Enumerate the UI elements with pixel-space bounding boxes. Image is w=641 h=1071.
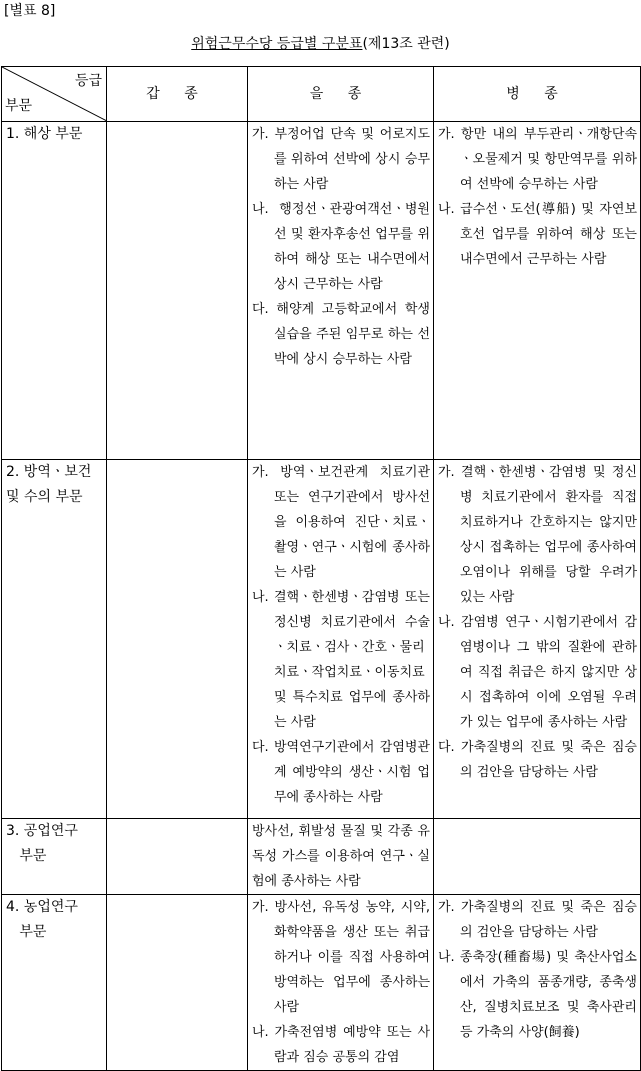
- list-item: 가. 가축질병의 진료 및 죽은 짐승의 검안을 담당하는 사람: [438, 900, 637, 940]
- header-col-a: 갑 종: [107, 67, 248, 122]
- col-c-cell: [434, 460, 641, 819]
- list-item: 가. 결핵ㆍ한센병ㆍ감염병 및 정신병 치료기관에서 환자를 직접 치료하거나 간호하지는 않지만 상시 접촉하는 업무에 종사하여 오염이나 위해를 당할 우려가 있는 사람: [438, 465, 637, 605]
- col-c-cell: [434, 122, 641, 460]
- title-main: 위험근무수당 등급별 구분표: [191, 36, 363, 52]
- col-a-cell: [107, 460, 248, 819]
- header-sector-label: 부문: [5, 98, 33, 114]
- header-col-b: 을 종: [248, 67, 434, 122]
- header-col-c: 병 종: [434, 67, 641, 122]
- list-item: 나. 감염병 연구ㆍ시험기관에서 감염병이나 그 밖의 질환에 관하여 직접 취급은 하지 않지만 상시 접촉하여 이에 오염될 우려가 있는 업무에 종사하는 사람: [438, 615, 637, 730]
- col-c-cell: [434, 819, 641, 895]
- table-row: [2, 895, 641, 1071]
- sector-line: 4. 농업연구: [6, 899, 78, 915]
- list-item: 가. 부정어업 단속 및 어로지도를 위하여 선박에 상시 승무하는 사람: [252, 127, 430, 192]
- header-diagonal-cell: [2, 67, 107, 122]
- sector-line: 2. 방역ㆍ보건: [6, 464, 92, 480]
- col-a-cell: [107, 819, 248, 895]
- list-item: 다. 해양계 고등학교에서 학생실습을 주된 임무로 하는 선박에 상시 승무하는 사람: [252, 302, 430, 367]
- sector-line: 및 수의 부문: [6, 489, 83, 505]
- sector-cell: [2, 460, 107, 819]
- list-item: 나. 행정선ㆍ관광여객선ㆍ병원선 및 환자후송선 업무를 위하여 해상 또는 내수면에서 상시 근무하는 사람: [252, 202, 430, 292]
- col-c-cell: [434, 895, 641, 1071]
- sector-cell: [2, 819, 107, 895]
- sector-line: 부문: [6, 924, 47, 940]
- list-item: 다. 가축질병의 진료 및 죽은 짐승의 검안을 담당하는 사람: [438, 740, 637, 780]
- table-row: [2, 460, 641, 819]
- grade-table: [1, 66, 641, 1071]
- sector-cell: [2, 895, 107, 1071]
- sector-line: 1. 해상 부문: [6, 126, 83, 142]
- annex-label: [별표 8]: [4, 3, 56, 19]
- document-title: [0, 33, 641, 53]
- list-item: 가. 방사선, 유독성 농약, 시약, 화학약품을 생산 또는 취급하거나 이를 직접 사용하여 방역하는 업무에 종사하는 사람: [252, 900, 430, 1015]
- list-item: 가. 방역ㆍ보건관계 치료기관 또는 연구기관에서 방사선을 이용하여 진단ㆍ치료ㆍ촬영ㆍ연구ㆍ시험에 종사하는 사람: [252, 465, 430, 580]
- sector-cell: [2, 122, 107, 460]
- list-item: 가. 항만 내의 부두관리ㆍ개항단속ㆍ오물제거 및 항만역무를 위하여 선박에 승무하는 사람: [438, 127, 637, 192]
- col-b-cell: [248, 460, 434, 819]
- list-item: 나. 종축장(種畜場) 및 축산사업소에서 가축의 품종개량, 종축생산, 질병치료보조 및 축사관리 등 가축의 사양(飼養): [438, 950, 637, 1040]
- title-ref: (제13조 관련): [362, 36, 450, 52]
- col-a-cell: [107, 122, 248, 460]
- list-item: 나. 가축전염병 예방약 또는 사람과 짐승 공통의 감염: [252, 1025, 430, 1065]
- table-row: [2, 122, 641, 460]
- col-b-cell: [248, 895, 434, 1071]
- sector-line: 부문: [6, 848, 47, 864]
- list-item: 나. 급수선ㆍ도선(導船) 및 자연보호선 업무를 위하여 해상 또는 내수면에서 근무하는 사람: [438, 202, 637, 267]
- header-row: [2, 67, 641, 122]
- col-b-cell: [248, 819, 434, 895]
- col-b-cell: [248, 122, 434, 460]
- header-grade-label: 등급: [74, 73, 102, 89]
- list-item: 다. 방역연구기관에서 감염병관계 예방약의 생산ㆍ시험 업무에 종사하는 사람: [252, 740, 430, 805]
- list-item: 나. 결핵ㆍ한센병ㆍ감염병 또는 정신병 치료기관에서 수술ㆍ치료ㆍ검사ㆍ간호ㆍ물리치료ㆍ작업치료ㆍ이동치료 및 특수치료 업무에 종사하는 사람: [252, 590, 430, 730]
- table-row: [2, 819, 641, 895]
- sector-line: 3. 공업연구: [6, 823, 78, 839]
- plain-text: 방사선, 휘발성 물질 및 각종 유독성 가스를 이용하여 연구ㆍ실험에 종사하는 사람: [252, 824, 430, 889]
- col-a-cell: [107, 895, 248, 1071]
